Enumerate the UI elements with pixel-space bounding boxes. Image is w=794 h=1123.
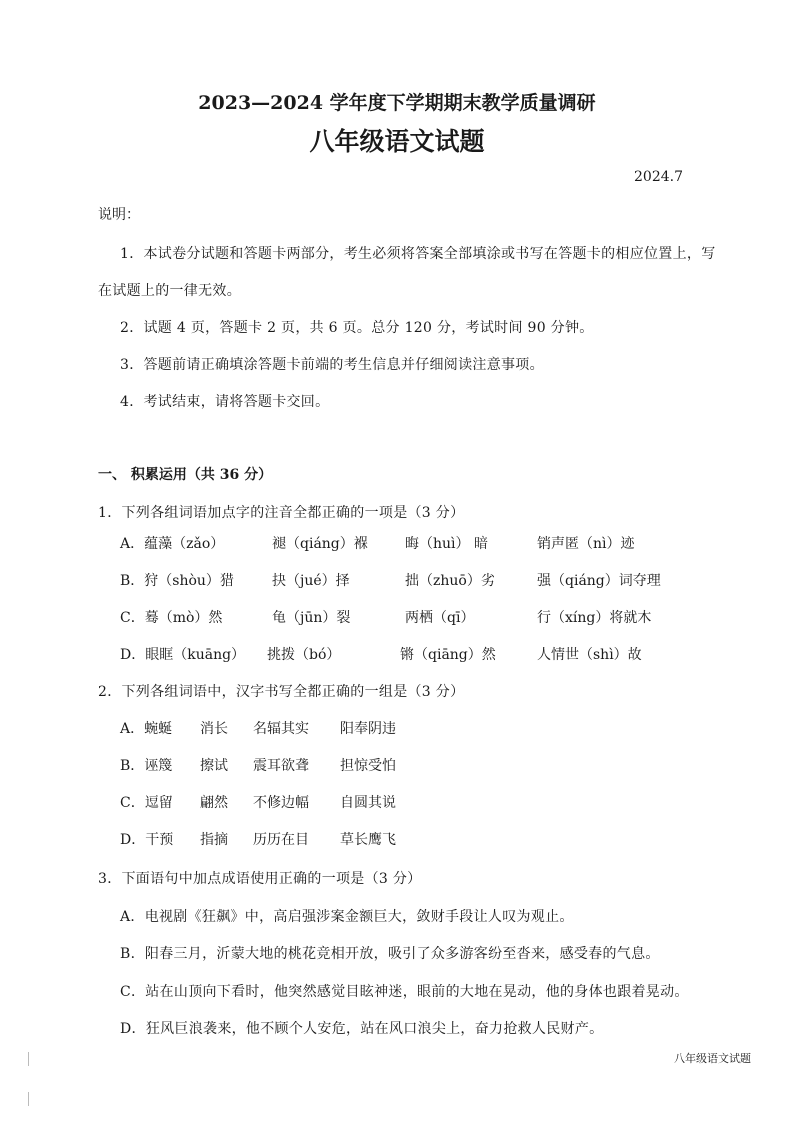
- exam-title-line1: 2023—2024 学年度下学期期末教学质量调研: [198, 92, 596, 114]
- q1-option-c-word2: 龟（jūn）裂: [272, 610, 351, 626]
- q3-option-b: B．阳春三月，沂蒙大地的桃花竞相开放，吸引了众多游客纷至沓来，感受春的气息。: [120, 946, 660, 962]
- section-heading: 一、 积累运用（共 36 分）: [98, 467, 273, 483]
- q1-option-c-word1: C．蓦（mò）然: [120, 610, 223, 626]
- instruction-item: 2．试题 4 页，答题卡 2 页，共 6 页。总分 120 分，考试时间 90 分钟。: [120, 320, 594, 336]
- q2-option-a-word2: 消长: [200, 721, 228, 737]
- q2-option-a-word4: 阳奉阴违: [340, 721, 396, 737]
- instruction-item: 3．答题前请正确填涂答题卡前端的考生信息并仔细阅读注意事项。: [120, 357, 544, 373]
- q1-option-b-word1: B．狩（shòu）猎: [120, 573, 234, 589]
- q1-option-a-word1: A．蕴藻（zǎo）: [120, 536, 225, 552]
- q1-option-c-word4: 行（xíng）将就木: [537, 610, 652, 626]
- q2-option-b-word2: 擦试: [200, 758, 228, 774]
- instruction-item: 4．考试结束，请将答题卡交回。: [120, 394, 330, 410]
- instruction-item: 在试题上的一律无效。: [98, 283, 241, 299]
- q2-option-d-word1: D．干预: [120, 832, 174, 848]
- q2-option-b-word1: B．诬篾: [120, 758, 173, 774]
- q2-option-d-word3: 历历在目: [253, 832, 309, 848]
- page-footer: 八年级语文试题: [674, 1052, 751, 1065]
- q1-option-b-word3: 拙（zhuō）劣: [405, 573, 495, 589]
- q2-option-c-word1: C．逗留: [120, 795, 173, 811]
- q3-option-a: A．电视剧《狂飙》中，高启强涉案金额巨大，敛财手段让人叹为观止。: [120, 909, 574, 925]
- margin-tick: [28, 1092, 29, 1106]
- q1-option-b-word2: 抉（jué）择: [272, 573, 350, 589]
- q3-option-c: C．站在山顶向下看时，他突然感觉目眩神迷，眼前的大地在晃动，他的身体也跟着晃动。: [120, 984, 689, 1000]
- q2-option-d-word2: 指摘: [200, 832, 228, 848]
- q1-option-d-word3: 锵（qiāng）然: [400, 647, 496, 663]
- q1-option-c-word3: 两栖（qī）: [405, 610, 475, 626]
- q1-option-d-word1: D．眼眶（kuāng）: [120, 647, 246, 663]
- q2-option-a-word1: A．蜿蜒: [120, 721, 173, 737]
- q2-option-b-word3: 震耳欲聋: [253, 758, 309, 774]
- question-3-stem: 3．下面语句中加点成语使用正确的一项是（3 分）: [98, 871, 422, 887]
- q1-option-d-word2: 挑拨（bó）: [267, 647, 341, 663]
- q2-option-b-word4: 担惊受怕: [340, 758, 396, 774]
- q1-option-d-word4: 人情世（shì）故: [537, 647, 642, 663]
- q3-option-d: D．狂风巨浪袭来，他不顾个人安危，站在风口浪尖上，奋力抢救人民财产。: [120, 1021, 604, 1037]
- q1-option-a-word4: 销声匿（nì）迹: [537, 536, 635, 552]
- q1-option-a-word2: 褪（qiáng）褓: [272, 536, 368, 552]
- q2-option-c-word3: 不修边幅: [253, 795, 309, 811]
- exam-title-line2: 八年级语文试题: [309, 127, 485, 156]
- instruction-item: 1．本试卷分试题和答题卡两部分，考生必须将答案全部填涂或书写在答题卡的相应位置上，写: [120, 246, 716, 262]
- exam-date: 2024.7: [634, 169, 683, 185]
- instructions-label: 说明：: [98, 207, 140, 223]
- question-2-stem: 2．下列各组词语中，汉字书写全都正确的一组是（3 分）: [98, 684, 465, 700]
- q2-option-c-word4: 自圆其说: [340, 795, 396, 811]
- q2-option-a-word3: 名辐其实: [253, 721, 309, 737]
- q2-option-d-word4: 草长鹰飞: [340, 832, 396, 848]
- q2-option-c-word2: 翩然: [200, 795, 228, 811]
- q1-option-a-word3: 晦（huì） 暗: [405, 536, 488, 552]
- q1-option-b-word4: 强（qiáng）词夺理: [537, 573, 661, 589]
- margin-tick: [28, 1052, 29, 1066]
- question-1-stem: 1．下列各组词语加点字的注音全都正确的一项是（3 分）: [98, 505, 465, 521]
